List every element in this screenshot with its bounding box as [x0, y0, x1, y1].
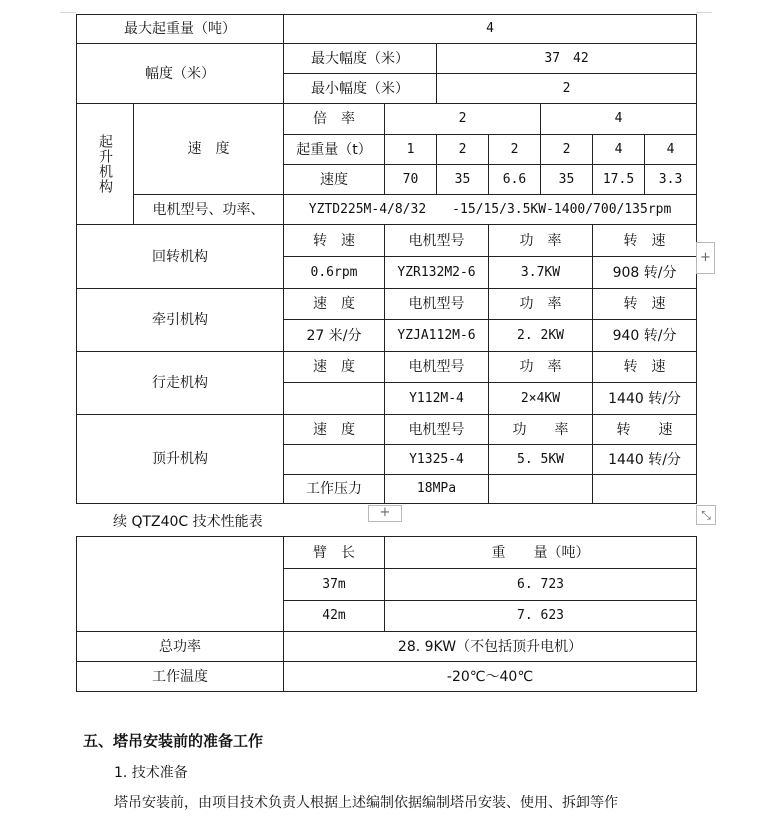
travel-mechanism-label: 行走机构 — [77, 352, 284, 415]
working-temp-value: -20℃～40℃ — [284, 662, 697, 692]
speed-row-label: 速度 — [284, 165, 385, 195]
value-cell: 2×4KW — [489, 383, 593, 415]
speed-value: 6.6 — [489, 165, 541, 195]
add-row-button[interactable]: + — [368, 505, 402, 522]
empty-cell — [593, 475, 697, 504]
value-cell: 2. 2KW — [489, 320, 593, 352]
value-cell — [284, 383, 385, 415]
empty-cell — [77, 537, 284, 632]
min-amp-value: 2 — [437, 74, 697, 104]
body-paragraph: 塔吊安装前，由项目技术负责人根据上述编制依据编制塔吊安装、使用、拆卸等作 — [114, 795, 618, 811]
header-cell: 转 速 — [593, 415, 697, 445]
header-cell: 电机型号 — [385, 415, 489, 445]
weight-header: 重 量（吨） — [385, 537, 697, 569]
speed-value: 35 — [437, 165, 489, 195]
value-cell: 27 米/分 — [284, 320, 385, 352]
header-cell: 功 率 — [489, 415, 593, 445]
header-cell: 功 率 — [489, 225, 593, 257]
min-amp-label: 最小幅度（米） — [284, 74, 437, 104]
motor-power-label: 电机型号、功率、 — [134, 195, 284, 225]
speed-value: 35 — [541, 165, 593, 195]
total-power-value: 28. 9KW（不包括顶升电机） — [284, 632, 697, 662]
header-cell: 速 度 — [284, 289, 385, 320]
header-cell: 转 速 — [593, 352, 697, 383]
weight-value: 7. 623 — [385, 601, 697, 632]
load-t-value: 4 — [645, 135, 697, 165]
page-edge-right — [696, 12, 712, 13]
add-column-button[interactable]: + — [696, 242, 715, 274]
slewing-mechanism-label: 回转机构 — [77, 225, 284, 289]
ratio-label: 倍 率 — [284, 104, 385, 135]
empty-cell — [489, 475, 593, 504]
value-cell: 908 转/分 — [593, 257, 697, 289]
pressure-value: 18MPa — [385, 475, 489, 504]
continued-spec-table — [76, 536, 697, 692]
load-t-value: 2 — [489, 135, 541, 165]
header-cell: 转 速 — [284, 225, 385, 257]
header-cell: 速 度 — [284, 352, 385, 383]
section-heading: 五、塔吊安装前的准备工作 — [83, 732, 264, 750]
header-cell: 转 速 — [593, 225, 697, 257]
page-edge-left — [60, 12, 76, 13]
max-amp-label: 最大幅度（米） — [284, 44, 437, 74]
value-cell: 3.7KW — [489, 257, 593, 289]
header-cell: 电机型号 — [385, 289, 489, 320]
total-power-label: 总功率 — [77, 632, 284, 662]
load-t-value: 4 — [593, 135, 645, 165]
motor-power-value: YZTD225M-4/8/32 -15/15/3.5KW-1400/700/135rpm — [284, 195, 697, 225]
value-cell: Y1325-4 — [385, 445, 489, 475]
hoist-speed-label: 速 度 — [134, 104, 284, 195]
pressure-label: 工作压力 — [284, 475, 385, 504]
subheading: 1. 技术准备 — [114, 765, 188, 781]
hoist-label-text: 起升机构 — [97, 134, 113, 194]
value-cell: 940 转/分 — [593, 320, 697, 352]
header-cell: 电机型号 — [385, 225, 489, 257]
max-load-value: 4 — [284, 15, 697, 44]
value-cell: 5. 5KW — [489, 445, 593, 475]
trolley-mechanism-label: 牵引机构 — [77, 289, 284, 352]
arm-length-header: 臂 长 — [284, 537, 385, 569]
speed-value: 17.5 — [593, 165, 645, 195]
ratio-value: 4 — [541, 104, 697, 135]
amplitude-label: 幅度（米） — [77, 44, 284, 104]
header-cell: 功 率 — [489, 289, 593, 320]
table-resize-handle[interactable]: ⤡ — [696, 505, 716, 525]
arm-length-value: 37m — [284, 569, 385, 601]
value-cell: 1440 转/分 — [593, 383, 697, 415]
arm-length-value: 42m — [284, 601, 385, 632]
tech-spec-table — [76, 14, 697, 504]
load-t-value: 1 — [385, 135, 437, 165]
header-cell: 转 速 — [593, 289, 697, 320]
load-t-value: 2 — [541, 135, 593, 165]
table-caption: 续 QTZ40C 技术性能表 — [113, 514, 263, 530]
climbing-mechanism-label: 顶升机构 — [77, 415, 284, 504]
weight-value: 6. 723 — [385, 569, 697, 601]
value-cell: 0.6rpm — [284, 257, 385, 289]
value-cell: 1440 转/分 — [593, 445, 697, 475]
working-temp-label: 工作温度 — [77, 662, 284, 692]
value-cell: YZR132M2-6 — [385, 257, 489, 289]
ratio-value: 2 — [385, 104, 541, 135]
value-cell: YZJA112M-6 — [385, 320, 489, 352]
value-cell — [284, 445, 385, 475]
value-cell: Y112M-4 — [385, 383, 489, 415]
header-cell: 速 度 — [284, 415, 385, 445]
max-load-label: 最大起重量（吨） — [77, 15, 284, 44]
header-cell: 电机型号 — [385, 352, 489, 383]
load-t-label: 起重量（t） — [284, 135, 385, 165]
load-t-value: 2 — [437, 135, 489, 165]
header-cell: 功 率 — [489, 352, 593, 383]
speed-value: 3.3 — [645, 165, 697, 195]
hoist-mechanism-label — [77, 104, 134, 225]
max-amp-value: 37 42 — [437, 44, 697, 74]
speed-value: 70 — [385, 165, 437, 195]
